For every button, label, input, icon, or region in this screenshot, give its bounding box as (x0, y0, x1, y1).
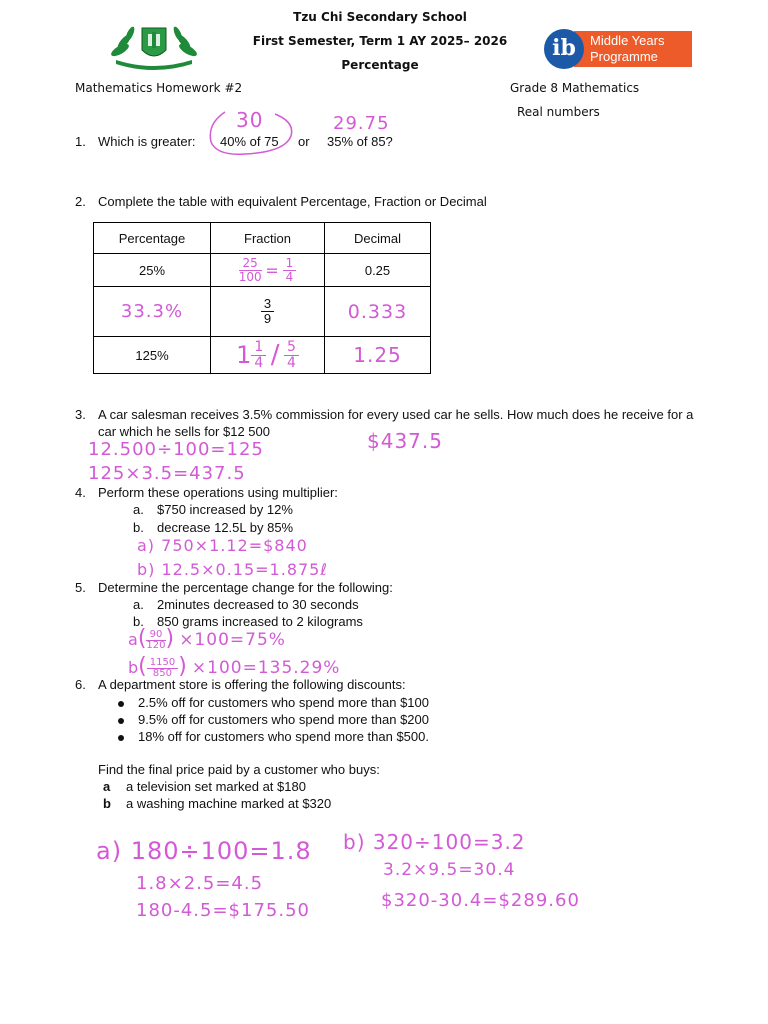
grade-label: Grade 8 Mathematics (510, 81, 640, 95)
q1-or: or (298, 134, 310, 149)
q6-text: A department store is offering the following discounts: (98, 677, 406, 692)
ib-myp-logo (544, 29, 694, 69)
q5-a-label: a. (133, 597, 144, 612)
q1-text: Which is greater: (98, 134, 196, 149)
q4-a-text: $750 increased by 12% (157, 502, 293, 517)
q6-work-a-line2: 1.8×2.5=4.5 (136, 873, 264, 894)
q1-option-a: 40% of 75 (220, 134, 279, 149)
q4-text: Perform these operations using multiplier: (98, 485, 338, 500)
q1-answer-b: 29.75 (333, 113, 390, 134)
q6-discount-1: 2.5% off for customers who spend more than $100 (118, 695, 429, 710)
row2-percentage: 33.3% (94, 287, 211, 337)
q2-text: Complete the table with equivalent Percentage, Fraction or Decimal (98, 194, 487, 209)
q4-number: 4. (75, 485, 86, 500)
table-row (94, 287, 431, 337)
q6-prompt: Find the final price paid by a customer who buys: (98, 762, 380, 777)
q3-line1: A car salesman receives 3.5% commission for every used car he sells. How much does he receive for a (98, 407, 694, 422)
ib-logo-line1: Middle Years (590, 33, 665, 48)
q6-b-text: a washing machine marked at $320 (126, 796, 332, 811)
q5-a-text: 2minutes decreased to 30 seconds (157, 597, 359, 612)
q5-b-label: b. (133, 614, 144, 629)
q6-number: 6. (75, 677, 86, 692)
q3-work-line2: 125×3.5=437.5 (88, 463, 246, 484)
ib-mark-icon: ib (544, 29, 584, 69)
ib-logo-line2: Programme (590, 49, 658, 64)
row1-decimal: 0.25 (325, 254, 431, 287)
q1-answer-a: 30 (236, 108, 264, 132)
q4-a-label: a. (133, 502, 144, 517)
q3-answer: $437.5 (367, 429, 443, 453)
q4-work-b: b) 12.5×0.15=1.875ℓ (137, 560, 328, 579)
q5-work-a: a( $\frac{90}{120}$ ) ×100=75% (128, 626, 286, 651)
q3-work-line1: 12.500÷100=125 (88, 439, 264, 460)
q6-b-label: b (103, 796, 111, 811)
q5-work-b: b( $\frac{1150}{850}$ ) ×100=135.29% (128, 654, 341, 679)
row1-fraction-handwritten: $\frac{25}{100}$ (238, 255, 262, 284)
q6-work-b-line2: 3.2×9.5=30.4 (383, 860, 516, 880)
q4-work-a: a) 750×1.12=$840 (137, 536, 308, 555)
q6-work-b-line1: b) 320÷100=3.2 (343, 830, 526, 854)
q6-work-b-line3: $320-30.4=$289.60 (381, 890, 580, 911)
q6-a-text: a television set marked at $180 (126, 779, 306, 794)
table-header-decimal: Decimal (325, 223, 431, 254)
row1-fraction-simplified: $\frac{1}{4}$ (283, 257, 297, 283)
q1-number: 1. (75, 134, 86, 149)
row3-percentage: 125% (94, 337, 211, 374)
unit-label: Real numbers (517, 105, 600, 119)
q5-number: 5. (75, 580, 86, 595)
table-header-percentage: Percentage (94, 223, 211, 254)
q3-line2: car which he sells for $12 500 (98, 424, 270, 439)
q4-b-label: b. (133, 520, 144, 535)
row3-decimal: 1.25 (325, 337, 431, 374)
q6-discount-2: 9.5% off for customers who spend more than $200 (118, 712, 429, 727)
topic-title: Percentage (341, 58, 419, 72)
q6-work-a-line3: 180-4.5=$175.50 (136, 900, 310, 921)
equivalents-table (93, 222, 431, 374)
semester-line: First Semester, Term 1 AY 2025– 2026 (252, 34, 508, 48)
row2-fraction: $\frac{3}{9}$ (211, 287, 325, 337)
row2-decimal: 0.333 (325, 287, 431, 337)
q2-number: 2. (75, 194, 86, 209)
ib-logo-text (574, 31, 692, 67)
q6-discount-3: 18% off for customers who spend more than $500. (118, 729, 429, 744)
q6-a-label: a (103, 779, 111, 794)
q4-b-text: decrease 12.5L by 85% (157, 520, 294, 535)
table-row (94, 337, 431, 374)
row1-percentage: 25% (94, 254, 211, 287)
q5-text: Determine the percentage change for the following: (98, 580, 393, 595)
school-name: Tzu Chi Secondary School (293, 10, 467, 24)
table-header-fraction: Fraction (211, 223, 325, 254)
q6-work-a-line1: a) 180÷100=1.8 (96, 837, 312, 865)
q1-option-b: 35% of 85? (327, 134, 393, 149)
row3-fraction: 1 $\frac{1}{4}$ / $\frac{5}{4}$ (211, 337, 325, 374)
homework-label: Mathematics Homework #2 (75, 81, 243, 95)
q3-number: 3. (75, 407, 86, 422)
table-row (94, 254, 431, 287)
row1-fraction: $\frac{25}{100}$ = $\frac{1}{4}$ (211, 254, 325, 287)
q5-b-text: 850 grams increased to 2 kilograms (157, 614, 363, 629)
